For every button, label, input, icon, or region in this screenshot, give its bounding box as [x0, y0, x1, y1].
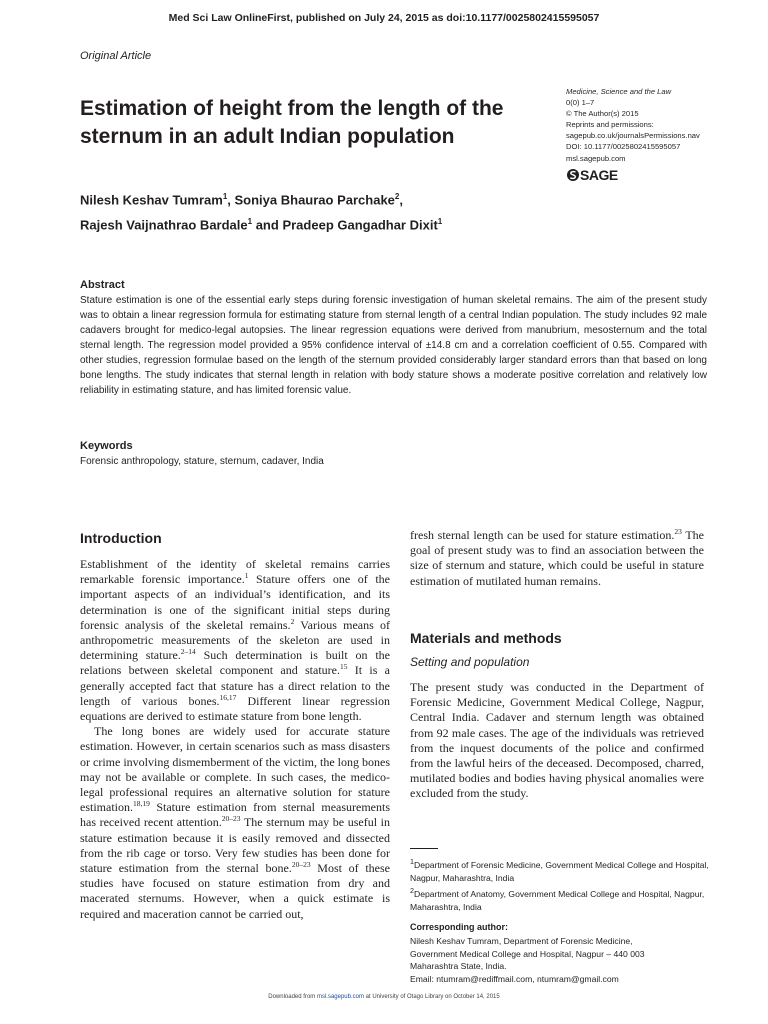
article-title: Estimation of height from the length of the sternum in an adult Indian population — [80, 97, 504, 148]
sage-logo-text: SAGE — [580, 167, 618, 183]
methods-column — [410, 680, 704, 802]
corresponding-line: Nilesh Keshav Tumram, Department of Forensic Medicine, — [410, 936, 633, 946]
affiliation-marker: 2 — [394, 192, 400, 201]
keywords-heading: Keywords — [80, 440, 133, 452]
journal-volume: 0(0) 1–7 — [566, 98, 595, 108]
affiliation-footnote: $^1$Department of Forensic Medicine, Government Medical College and Hospital, Nagpur, Maharashtra, India — [410, 858, 709, 883]
intro-paragraph-2: The long bones are widely used for accurate stature estimation. However, in certain scenarios such as mass disasters or crime involving dismemberment of the victim, the long bones may not be available or complete. In such cases, the medico-legal professional requires an alternative solution for stature estimation.$^{18,19}$ Stature estimation from sternal measurements has received recent attention.$^{20-23}$ The sternum may be useful in stature estimation because it is easily removed and dissected from the rib cage or torso. Very few studies has been done for stature estimation from the sternal bone.$^{20-23}$ Most of these studies have focused on stature estimation from dry and macerated sternums. However, when a quick estimate is required and maceration cannot be carried out, — [80, 724, 391, 921]
journal-site-link[interactable]: msl.sagepub.com — [566, 153, 626, 163]
author-name: Rajesh Vaijnathrao Bardale — [80, 217, 248, 233]
corresponding-line: Government Medical College and Hospital, Nagpur – 440 003 — [410, 948, 645, 959]
author-name: Pradeep Gangadhar Dixit — [282, 217, 438, 233]
footnote-divider — [410, 848, 438, 849]
author-conjunction: and — [255, 217, 279, 233]
journal-info-block — [566, 86, 766, 164]
left-column — [80, 557, 390, 922]
permissions-link[interactable]: sagepub.co.uk/journalsPermissions.nav — [566, 131, 700, 141]
author-list: Nilesh Keshav Tumram$^1$, Soniya Bhaurao Parchake$^2$, Rajesh Vaijnathrao Bardale$^1$ and Pradeep Gangadhar Dixit$^1$ — [80, 192, 443, 233]
affiliation-footnotes — [410, 856, 710, 915]
affiliation-marker: 1 — [437, 217, 443, 227]
author-name: Nilesh Keshav Tumram — [80, 192, 223, 208]
journal-name: Medicine, Science and the Law — [566, 87, 672, 96]
keywords-text: Forensic anthropology, stature, sternum, cadaver, India — [80, 456, 324, 467]
abstract-heading: Abstract — [80, 279, 125, 291]
sage-logo-icon — [566, 168, 580, 182]
affiliation-marker: 1 — [247, 217, 253, 227]
corresponding-author-heading: Corresponding author: — [410, 922, 508, 932]
corresponding-email[interactable]: Email: ntumram@rediffmail.com, ntumram@gmail.com — [410, 973, 619, 984]
published-online-line: Med Sci Law OnlineFirst, published on July 24, 2015 as doi:10.1177/0025802415595057 — [168, 12, 600, 24]
setting-subheading: Setting and population — [410, 655, 530, 669]
article-type-label: Original Article — [80, 50, 152, 62]
reprints-line: Reprints and permissions: — [566, 120, 654, 130]
author-name: Soniya Bhaurao Parchake — [234, 192, 395, 208]
right-column-continuation — [410, 528, 704, 589]
abstract-text: Stature estimation is one of the essential early steps during forensic investigation of human skeletal remains. The aim of the present study was to obtain a linear regression formula for estimating stature from sternal length of a central Indian population. The study includes 92 male cadavers brought for medico-legal autopsies. The linear regression equations were derived from manubrium, mesosternum and the total sternal length. The regression model provided a 95% confidence interval of ±14.8 cm and a correlation coefficient of 0.55. Compared with other studies, regression formulae based on the length of the sternum provided considerably larger standard errors than that based on long bone lengths. The study indicates that sternal length in relation with body stature shows a moderate positive correlation and relatively low reliability in estimating stature, and has limited forensic value. — [80, 295, 707, 396]
methods-heading: Materials and methods — [410, 630, 562, 646]
download-notice: Downloaded from msl.sagepub.com at University of Otago Library on October 14, 2015 — [268, 994, 500, 1000]
corresponding-line: Maharashtra State, India. — [410, 961, 507, 972]
sage-logo — [566, 167, 618, 183]
intro-paragraph-continued: fresh sternal length can be used for stature estimation.$^{23}$ The goal of present study was to find an association between the size of sternum and stature, which could be useful in stature estimation of mutilated human remains. — [410, 527, 704, 588]
corresponding-author-details — [410, 935, 710, 985]
doi-line: DOI: 10.1177/0025802415595057 — [566, 142, 681, 152]
download-source-link[interactable]: msl.sagepub.com — [316, 994, 364, 1000]
methods-paragraph-1: The present study was conducted in the Department of Forensic Medicine, Government Medical College, Nagpur, Central India. Cadaver and sternum length was obtained from 92 male cases. The age of the individuals was retrieved from the inquest documents of the police and confirmed from the lawful heirs of the deceased. Decomposed, charred, mutilated bodies and bodies having physical anomalies were excluded from the study. — [410, 680, 704, 801]
intro-paragraph-1: Establishment of the identity of skeletal remains carries remarkable forensic importance.$^1$ Stature offers one of the important aspects of an individual’s identification, and its determination is one of the significant initial steps during forensic analysis of the skeletal remains.$^2$ Various means of anthropometric measurements of the skeleton are used in determining stature.$^{2-14}$ Such determination is built on the relations between skeletal component and stature.$^{15}$ It is a generally accepted fact that stature has a direct relation to the length of various bones.$^{16,17}$ Different linear regression equations are derived to estimate stature from bone length. — [80, 557, 390, 724]
affiliation-footnote: $^2$Department of Anatomy, Government Medical College and Hospital, Nagpur, Maharashtra, India — [410, 887, 705, 913]
copyright-line: © The Author(s) 2015 — [566, 109, 639, 119]
affiliation-marker: 1 — [222, 192, 228, 201]
introduction-heading: Introduction — [80, 530, 162, 546]
